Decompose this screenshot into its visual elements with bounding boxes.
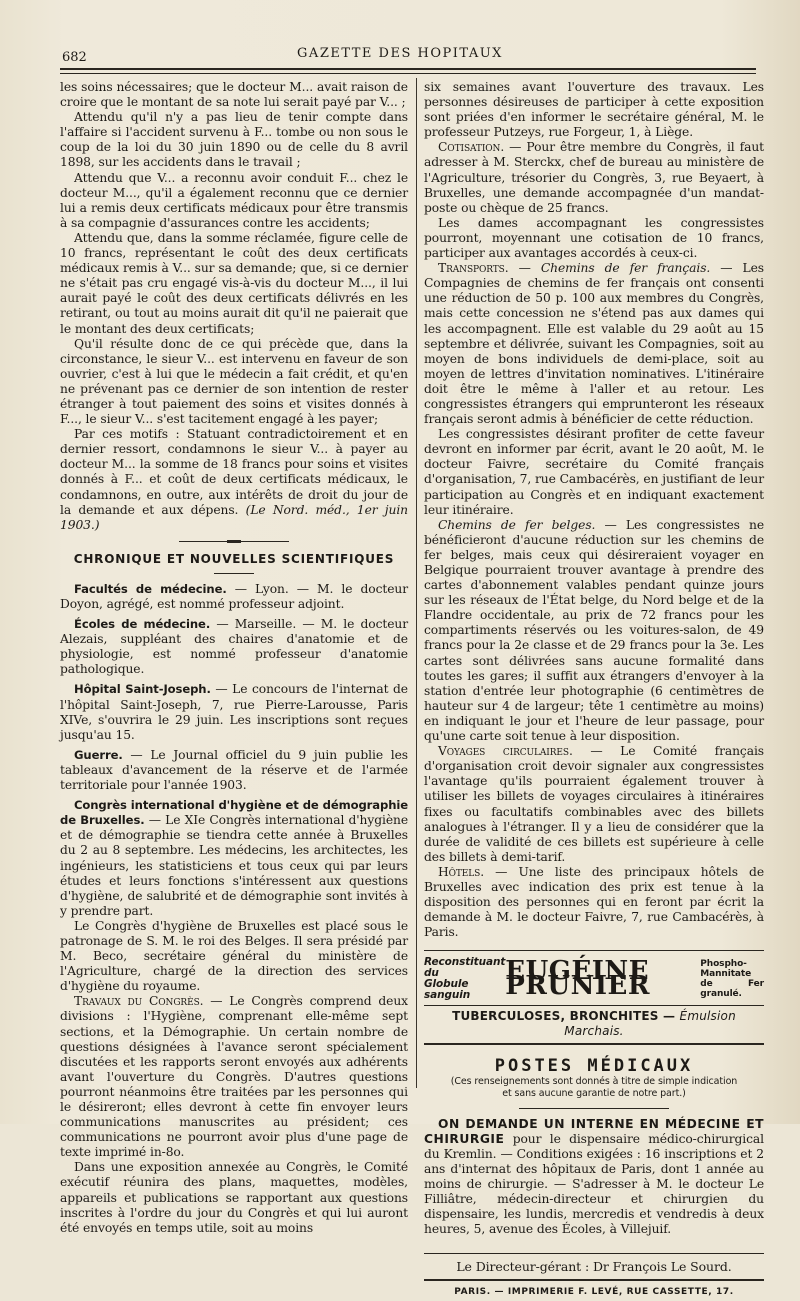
- paragraph-text: — Le Congrès comprend deux divisions : l'Hygiène, comprenant elle-même sept sections, et la Démographie. Un certain nombre de questions désignées à l'avance seront spécialement discutées et les rapports seront envoyés aux adhérents avant l'ouverture du Congrès. D'autres questions pourront néanmoins être traitées par les personnes qui le désireront; elles devront à cette fin envoyer leurs communications manuscrites au président; ces communications ne pourront avoir plus d'une page de texte imprimé in-8o.: [60, 994, 408, 1160]
- header-rule-thin: [60, 73, 756, 74]
- source-citation: (Le Nord. méd., 1er juin 1903.): [60, 502, 408, 532]
- paragraph: [424, 518, 764, 744]
- news-item: [60, 798, 408, 919]
- paragraph: les soins nécessaires; que le docteur M... avait raison de croire que le montant de sa note lui serait payé par V... ;: [60, 80, 408, 110]
- news-item: [60, 748, 408, 793]
- ad-line-italic: Émulsion Marchais.: [564, 1009, 736, 1039]
- journal-title: GAZETTE DES HOPITAUX: [297, 46, 503, 61]
- news-item: [60, 682, 408, 742]
- subhead-italic: Chemins de fer français.: [540, 261, 711, 276]
- paragraph: Le Congrès d'hygiène de Bruxelles est placé sous le patronage de S. M. le roi des Belges. Il sera présidé par M. Beco, secrétaire général du ministère de l'Agriculture, chargé de la direction des services d'hygiène du royaume.: [60, 918, 408, 994]
- job-heading: ON DEMANDE UN INTERNE EN MÉDECINE ET CHIRURGIE: [424, 1116, 764, 1146]
- ad-tagline: [424, 957, 505, 1001]
- ad-tagline-line: Globule sanguin: [424, 978, 471, 1002]
- paragraph: six semaines avant l'ouverture des travaux. Les personnes désireuses de participer à cette exposition sont priées d'en informer le secrétaire général, M. le professeur Putzeys, rue Forgeur, 1, à Liège.: [424, 80, 764, 140]
- news-head: Facultés de médecine.: [74, 581, 227, 596]
- paragraph: Attendu qu'il n'y a pas lieu de tenir compte dans l'affaire si l'accident survenu à F... tombe ou non sous le coup de la loi du 30 juin 1890 ou de celle du 8 avril 1898, sur les accidents dans le travail ;: [60, 110, 408, 170]
- job-posting: [424, 1117, 764, 1238]
- subhead: Transports.: [438, 261, 509, 276]
- header-rule: [60, 68, 756, 70]
- news-body: — Le XIe Congrès international d'hygiène et de démographie se tiendra cette année à Bruxelles du 2 au 8 septembre. Les médecins, les architectes, les ingénieurs, les statisticiens et tous ceux qui par leurs études et leurs fonctions s'intéressent aux questions d'hygiène, de salubrité et de démographie sont invités à y prendre part.: [60, 813, 408, 918]
- subhead: Travaux du Congrès.: [74, 994, 204, 1009]
- news-head: Guerre.: [74, 747, 123, 762]
- heading-rule: [214, 573, 254, 574]
- ad-banner: [424, 957, 764, 1001]
- paragraph: Transports. — Chemins de fer français. — Les Compagnies de chemins de fer français ont consenti une réduction de 50 p. 100 aux membres du Congrès, mais cette concession ne s'étend pas aux dames qui les accompagnent. Elle est valable du 29 août au 15 septembre et délivrée, suivant les Compagnies, soit au moyen de bons individuels de demi-place, soit au moyen de lettres d'invitation nominatives. L'itinéraire doit être le même à l'aller et au retour. Les congressistes étrangers qui emprunteront les réseaux français seront admis à bénéficier de cette réduction.: [424, 261, 764, 427]
- paragraph-text: — Une liste des principaux hôtels de Bruxelles avec indication des prix est tenue à la disposition des personnes qui en feront par écrit la demande à M. le docteur Faivre, 7, rue Cambacérès, à Paris.: [424, 864, 764, 940]
- advertisement: [424, 950, 764, 1044]
- subhead: Hôtels.: [438, 864, 485, 879]
- news-body: — Lyon. — M. le docteur Doyon, agrégé, est nommé professeur adjoint.: [60, 581, 408, 611]
- job-body: pour le dispensaire médico-chirurgical du Kremlin. — Conditions exigées : 16 inscriptions et 2 ans d'internat des hôpitaux de Paris, dont 1 année au moins de chirurgie. — S'adresser à M. le docteur Le Filliâtre, médecin-directeur et chirurgien du dispensaire, les lundis, mercredis et vendredis à deux heures, 5, avenue des Écoles, à Villejuif.: [424, 1131, 764, 1237]
- news-body: — Marseille. — M. le docteur Alezais, suppléant des chaires d'anatomie et de physiologie, est nommé professeur d'anatomie pathologique.: [60, 617, 408, 677]
- section-divider: [519, 1108, 669, 1109]
- section-heading: CHRONIQUE ET NOUVELLES SCIENTIFIQUES: [73, 551, 395, 566]
- paragraph-text: — Pour être membre du Congrès, il faut adresser à M. Sterckx, chef de bureau au ministère de l'Agriculture, trésorier du Congrès, 3, rue Beyaert, à Bruxelles, une demande accompagnée d'un mandat-poste ou chèque de 25 francs.: [424, 140, 764, 215]
- paragraph-text: — Le Comité français d'organisation croit devoir signaler aux congressistes l'avantage qu'ils pourraient également trouver à utiliser les billets de voyages circulaires à itinéraires fixes ou facultatifs combinables avec des billets analogues à l'étranger. Il y a lieu de considérer que la durée de validité de ces billets est supérieure à celle des billets à demi-tarif.: [424, 744, 764, 864]
- paragraph: [60, 427, 408, 533]
- section-divider: [179, 541, 289, 542]
- ad-secondary-line: [424, 1005, 764, 1044]
- paragraph: [424, 744, 764, 865]
- news-item: [60, 582, 408, 612]
- right-column: [424, 80, 764, 1301]
- paragraph: Les dames accompagnant les congressistes pourront, moyennant une cotisation de 10 francs, participer aux avantages accordés à ceux-ci.: [424, 215, 764, 261]
- paragraph: [424, 140, 764, 215]
- postes-heading: POSTES MÉDICAUX: [494, 1055, 694, 1076]
- paragraph: Dans une exposition annexée au Congrès, le Comité exécutif réunira des plans, maquettes, modèles, appareils et publications se rapportant aux questions inscrites à l'ordre du jour du Congrès et qui lui auront été envoyés en temps utile, soit au moins: [60, 1160, 408, 1235]
- ad-product-line: Phospho-Mannitate: [700, 959, 752, 980]
- ad-brand: EUGÉINE PRUNIER: [505, 956, 650, 1002]
- ad-product: [700, 959, 764, 999]
- page-number: 682: [62, 50, 87, 65]
- news-head: Hôpital Saint-Joseph.: [74, 682, 211, 697]
- news-head: Écoles de médecine.: [74, 617, 211, 632]
- postes-note-line: et sans aucune garantie de notre part.): [502, 1087, 686, 1099]
- paragraph: Attendu que V... a reconnu avoir conduit F... chez le docteur M..., qu'il a également reconnu que ce dernier lui a remis deux certificats médicaux pour être transmis à sa compagnie d'assurances contre les accidents;: [60, 170, 408, 230]
- postes-note: [424, 1076, 764, 1100]
- director-line: Le Directeur-gérant : Dr François Le Sourd.: [424, 1253, 764, 1281]
- left-column: [60, 80, 408, 1236]
- paragraph: Les congressistes désirant profiter de cette faveur devront en informer par écrit, avant le 20 août, M. le docteur Faivre, secrétaire du Comité français d'organisation, 7, rue Cambacérès, en justifiant de leur participation au Congrès et en indiquant exactement leur itinéraire.: [424, 427, 764, 517]
- subhead: Cotisation.: [438, 140, 505, 155]
- ad-product-line: de Fer granulé.: [700, 979, 764, 1000]
- ad-tagline-line: Reconstituant du: [424, 956, 506, 980]
- subhead: Voyages circulaires.: [438, 744, 573, 759]
- postes-note-line: (Ces renseignements sont donnés à titre de simple indication: [450, 1075, 738, 1087]
- column-separator: [416, 78, 417, 1088]
- paragraph-text: — Les congressistes ne bénéficieront d'aucune réduction sur les chemins de fer belges, mais ceux qui désireraient voyager en Belgique pourraient trouver avantage à prendre des cartes d'abonnement valables pendant quinze jours sur les réseaux de l'État belge, du Nord belge et de la Flandre occidentale, au prix de 72 francs pour les compartiments réservés ou les voitures-salon, de 49 francs pour la 2e classe et de 29 francs pour la 3e. Les cartes sont délivrées sans aucune formalité dans toutes les gares; il suffit aux étrangers d'envoyer à la station d'entrée leur photographie (6 centimètres de hauteur sur 4 de largeur; tête 1 centimètre au moins) en indiquant le jour et l'heure de leur passage, pour qu'une carte soit tenue à leur disposition.: [424, 517, 764, 744]
- paragraph: [424, 865, 764, 940]
- paragraph: Attendu que, dans la somme réclamée, figure celle de 10 francs, représentant le coût des deux certificats médicaux remis à V... sur sa demande; que, si ce dernier ne s'était pas cru engagé vis-à-vis du docteur M..., il lui aurait payé le coût des deux certificats délivrés en les retirant, ou tout au moins aurait dit qu'il ne paierait que le montant des deux certificats;: [60, 230, 408, 336]
- paragraph-text: — Les Compagnies de chemins de fer français ont consenti une réduction de 50 p. 100 aux membres du Congrès, mais cette concession ne s'étend pas aux dames qui les accompagnent. Elle est valable du 29 août au 15 septembre et délivrée, suivant les Compagnies, soit au moyen de bons individuels de demi-place, soit au moyen de lettres d'invitation nominatives. L'itinéraire doit être le même à l'aller et au retour. Les congressistes étrangers qui emprunteront les réseaux français seront admis à bénéficier de cette réduction.: [424, 261, 764, 427]
- news-body: — Le Journal officiel du 9 juin publie les tableaux d'avancement de la réserve et de l'armée territoriale pour l'année 1903.: [60, 747, 408, 793]
- ad-line-text: TUBERCULOSES, BRONCHITES —: [452, 1009, 680, 1024]
- paragraph-text: Par ces motifs : Statuant contradictoirement et en dernier ressort, condamnons le sieur V... à payer au docteur M... la somme de 18 francs pour soins et visites donnés à F... et coût de deux certificats médicaux, le condamnons, en outre, aux intérêts de droit du jour de la demande et aux dépens.: [60, 427, 408, 517]
- paragraph: Qu'il résulte donc de ce qui précède que, dans la circonstance, le sieur V... est intervenu en faveur de son ouvrier, c'est à lui que le médecin a fait crédit, et qu'en ne prévenant pas ce dernier de son intention de rester étranger à tout paiement des soins et visites donnés à F..., le sieur V... s'est tacitement engagé à les payer;: [60, 336, 408, 427]
- news-head: Congrès international d'hygiène et de démographie de Bruxelles.: [60, 798, 408, 828]
- paragraph: [60, 994, 408, 1160]
- printer-line: PARIS. — IMPRIMERIE F. LEVÉ, RUE CASSETTE, 17.: [454, 1287, 734, 1298]
- news-body: — Le concours de l'internat de l'hôpital Saint-Joseph, 7, rue Pierre-Larousse, Paris XIVe, s'ouvrira le 29 juin. Les inscriptions sont reçues jusqu'au 15.: [60, 682, 408, 742]
- news-item: [60, 617, 408, 677]
- subhead-italic: Chemins de fer belges.: [438, 517, 596, 532]
